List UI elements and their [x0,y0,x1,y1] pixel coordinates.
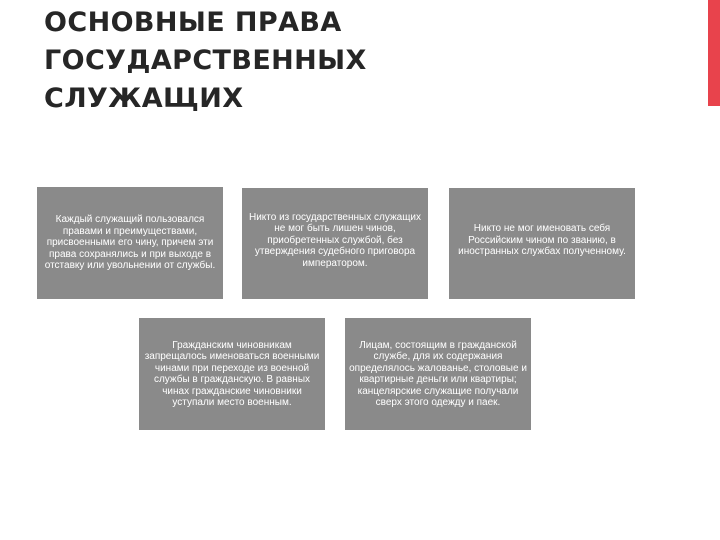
right-card-privileges [37,187,223,299]
card-text: Лицам, состоящим в гражданской службе, для их содержания определялось жалованье, столовые и квартирные деньги или квартиры; канцелярские служащие получали сверх этого одежду и паек. [349,339,527,408]
right-card-rank-protection [242,188,428,299]
card-text: Каждый служащий пользовался правами и преимуществами, присвоенными его чину, причем эти права сохранялись и при выходе в отставку или увольнении от службы. [44,214,216,272]
right-card-salary [345,318,531,430]
card-text: Никто не мог именовать себя Российским чином по званию, в иностранных службах полученному. [458,223,626,258]
right-card-military-ranks [139,318,325,430]
right-card-foreign-ranks [449,188,635,299]
slide-title: ОСНОВНЫЕ ПРАВА ГОСУДАРСТВЕННЫХ СЛУЖАЩИХ [44,7,367,114]
card-text: Никто из государственных служащих не мог быть лишен чинов, приобретенных службой, без утверждения судебного приговора императором. [248,211,422,269]
card-text: Гражданским чиновникам запрещалось именоваться военными чинами при переходе из военной службы в гражданскую. В равных чинах гражданские чиновники уступали место военным. [144,339,320,408]
accent-bar [708,0,720,106]
